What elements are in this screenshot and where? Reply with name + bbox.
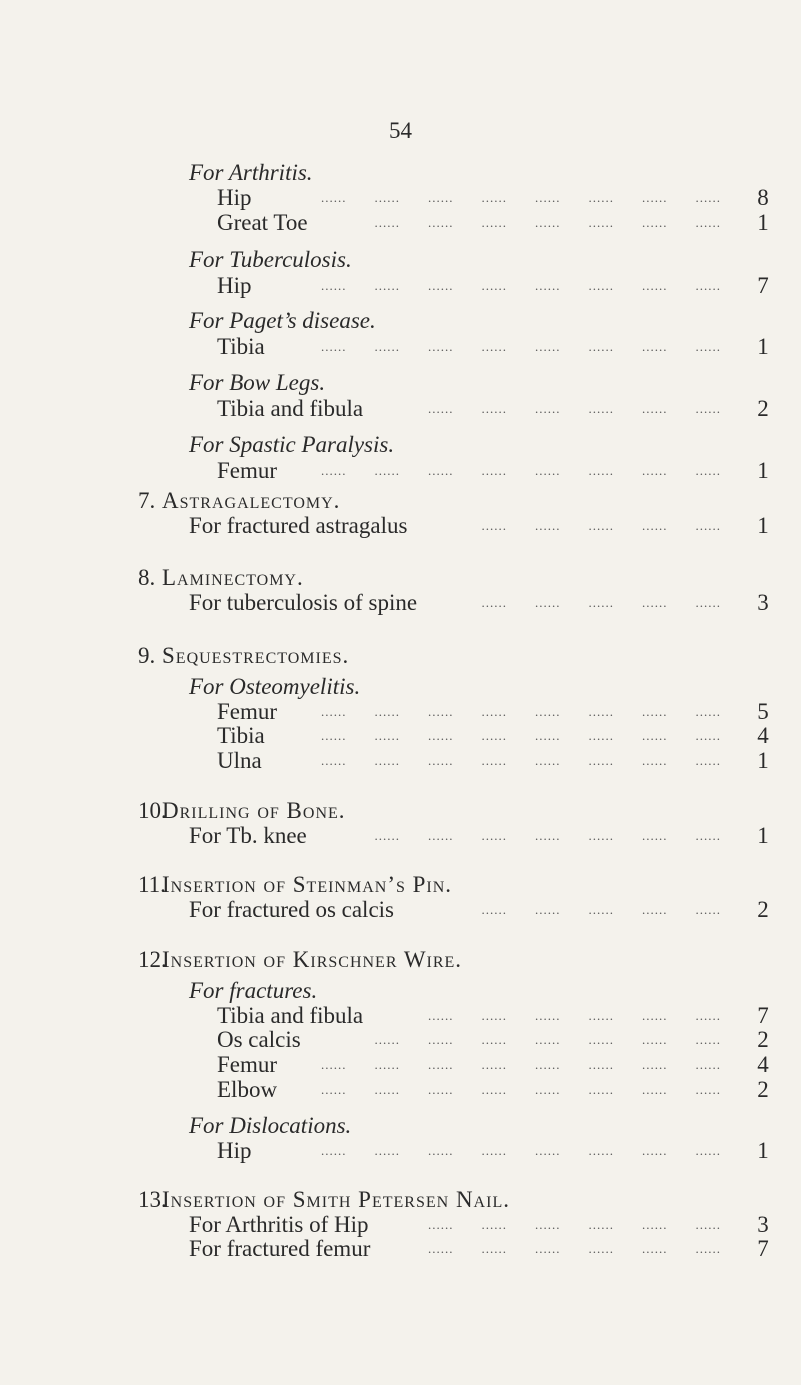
heading-text: Astragalectomy.: [162, 488, 341, 513]
row-label: Tibia: [217, 723, 265, 748]
heading-text: Drilling of Bone.: [162, 798, 346, 823]
dot-leader: ...... ...... ...... ...... ...... ...... ......: [374, 1032, 721, 1047]
case-count: 7: [757, 1236, 769, 1261]
section-number: 7.: [138, 488, 156, 513]
dot-leader: ...... ...... ...... ...... ...... ...... ...... ......: [321, 728, 721, 743]
row-label: For Arthritis of Hip: [189, 1212, 369, 1237]
section-number: 8.: [138, 565, 156, 590]
indication-subheading: [0, 370, 801, 396]
dot-leader: ...... ...... ...... ...... ...... ...... ...... ......: [321, 1143, 721, 1158]
case-row: [0, 897, 801, 923]
subheading-text: For Dislocations.: [189, 1113, 352, 1138]
row-label: Great Toe: [217, 210, 308, 235]
operation-heading: [0, 1187, 801, 1213]
dot-leader: ...... ...... ...... ...... ...... ...... ......: [374, 828, 721, 843]
row-label: Femur: [217, 1052, 278, 1077]
section-number: 10.: [138, 798, 167, 823]
subheading-text: For Tuberculosis.: [189, 247, 352, 272]
case-count: 4: [757, 723, 769, 748]
case-count: 8: [757, 185, 769, 210]
case-row: [0, 1236, 801, 1262]
heading-text: Insertion of Kirschner Wire.: [162, 947, 463, 972]
case-row: [0, 273, 801, 299]
indication-subheading: [0, 308, 801, 334]
dot-leader: ...... ...... ...... ...... ...... ......: [428, 1217, 721, 1232]
dot-leader: ...... ...... ...... ...... ...... ...... ...... ......: [321, 278, 721, 293]
subheading-text: For Osteomyelitis.: [189, 674, 361, 699]
dot-leader: ...... ...... ...... ...... ...... ...... ...... ......: [321, 1082, 721, 1097]
dot-leader: ...... ...... ...... ...... ......: [481, 902, 721, 917]
case-row: [0, 513, 801, 539]
case-count: 3: [757, 590, 769, 615]
dot-leader: ...... ...... ...... ...... ...... ...... ...... ......: [321, 463, 721, 478]
case-count: 7: [757, 1003, 769, 1028]
row-label: Tibia: [217, 334, 265, 359]
case-count: 2: [757, 1077, 769, 1102]
row-label: Os calcis: [217, 1027, 301, 1052]
heading-text: Laminectomy.: [162, 565, 304, 590]
case-count: 1: [757, 210, 769, 235]
section-number: 9.: [138, 643, 156, 668]
row-label: Hip: [217, 1138, 252, 1163]
subheading-text: For fractures.: [189, 978, 318, 1003]
case-count: 5: [757, 699, 769, 724]
case-count: 1: [757, 1138, 769, 1163]
case-count: 4: [757, 1052, 769, 1077]
row-label: Elbow: [217, 1077, 278, 1102]
case-row: [0, 1003, 801, 1029]
indication-subheading: [0, 160, 801, 186]
row-label: Tibia and fibula: [217, 396, 364, 421]
indication-subheading: [0, 247, 801, 273]
dot-leader: ...... ...... ...... ...... ......: [481, 595, 721, 610]
dot-leader: ...... ...... ...... ...... ...... ...... ...... ......: [321, 704, 721, 719]
subheading-text: For Arthritis.: [189, 160, 313, 185]
row-label: Femur: [217, 458, 278, 483]
case-count: 7: [757, 273, 769, 298]
dot-leader: ...... ...... ...... ...... ...... ......: [428, 1241, 721, 1256]
operation-heading: [0, 798, 801, 824]
case-row: [0, 334, 801, 360]
case-count: 1: [757, 334, 769, 359]
case-row: [0, 458, 801, 484]
page-number: 54: [389, 118, 412, 143]
operation-heading: [0, 947, 801, 973]
case-row: [0, 210, 801, 236]
row-label: Femur: [217, 699, 278, 724]
operation-heading: [0, 872, 801, 898]
indication-subheading: [0, 978, 801, 1004]
dot-leader: ...... ...... ...... ...... ......: [481, 518, 721, 533]
case-count: 1: [757, 513, 769, 538]
dot-leader: ...... ...... ...... ...... ...... ...... ...... ......: [321, 753, 721, 768]
heading-text: Sequestrectomies.: [162, 643, 350, 668]
operation-heading: [0, 488, 801, 514]
case-row: [0, 1138, 801, 1164]
case-row: [0, 823, 801, 849]
case-count: 2: [757, 396, 769, 421]
case-row: [0, 396, 801, 422]
case-row: [0, 1052, 801, 1078]
row-label: For fractured os calcis: [189, 897, 395, 922]
indication-subheading: [0, 674, 801, 700]
case-row: [0, 1027, 801, 1053]
dot-leader: ...... ...... ...... ...... ...... ...... ......: [374, 215, 721, 230]
heading-text: Insertion of Smith Petersen Nail.: [162, 1187, 510, 1212]
indication-subheading: [0, 1113, 801, 1139]
row-label: For fractured astragalus: [189, 513, 408, 538]
case-count: 2: [757, 1027, 769, 1052]
row-label: Ulna: [217, 748, 262, 773]
section-number: 12.: [138, 947, 167, 972]
dot-leader: ...... ...... ...... ...... ...... ...... ...... ......: [321, 190, 721, 205]
dot-leader: ...... ...... ...... ...... ...... ......: [428, 401, 721, 416]
case-row: [0, 723, 801, 749]
dot-leader: ...... ...... ...... ...... ...... ...... ...... ......: [321, 1057, 721, 1072]
row-label: For tuberculosis of spine: [189, 590, 418, 615]
case-row: [0, 1077, 801, 1103]
section-number: 11.: [138, 872, 166, 897]
heading-text: Insertion of Steinman’s Pin.: [162, 872, 453, 897]
case-count: 1: [757, 748, 769, 773]
indication-subheading: [0, 432, 801, 458]
case-row: [0, 748, 801, 774]
dot-leader: ...... ...... ...... ...... ...... ...... ...... ......: [321, 339, 721, 354]
operation-heading: [0, 565, 801, 591]
case-row: [0, 699, 801, 725]
row-label: Hip: [217, 273, 252, 298]
dot-leader: ...... ...... ...... ...... ...... ......: [428, 1008, 721, 1023]
case-count: 1: [757, 458, 769, 483]
subheading-text: For Spastic Paralysis.: [189, 432, 395, 457]
case-row: [0, 1212, 801, 1238]
row-label: Tibia and fibula: [217, 1003, 364, 1028]
subheading-text: For Bow Legs.: [189, 370, 326, 395]
subheading-text: For Paget’s disease.: [189, 308, 376, 333]
case-count: 3: [757, 1212, 769, 1237]
operation-heading: [0, 643, 801, 669]
section-number: 13.: [138, 1187, 167, 1212]
row-label: For fractured femur: [189, 1236, 371, 1261]
case-count: 1: [757, 823, 769, 848]
row-label: For Tb. knee: [189, 823, 307, 848]
case-row: [0, 185, 801, 211]
case-count: 2: [757, 897, 769, 922]
row-label: Hip: [217, 185, 252, 210]
case-row: [0, 590, 801, 616]
